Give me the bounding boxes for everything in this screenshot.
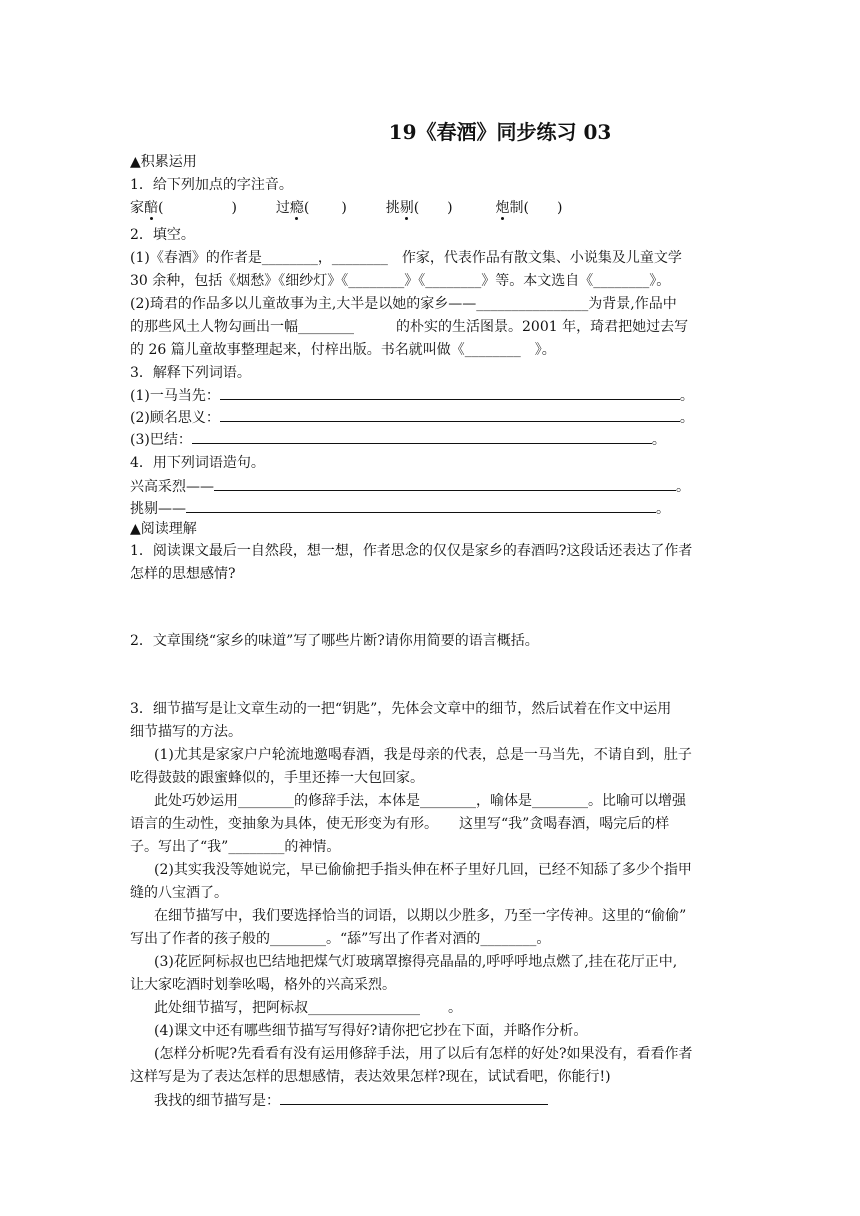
q2-line-2c: 的 26 篇儿童故事整理起来，付梓出版。书名就叫做《________ 》。 xyxy=(130,342,556,358)
r3-line-2: 细节描写的方法。 xyxy=(130,724,242,740)
q2-stem: 2．填空。 xyxy=(130,227,195,243)
r2-question: 2．文章围绕“家乡的味道”写了哪些片断?请你用简要的语言概括。 xyxy=(130,633,539,649)
q4-item-2: 挑剔—— 。 xyxy=(130,501,670,517)
r3-p4-d: 我找的细节描写是： xyxy=(154,1091,548,1111)
answer-blank[interactable] xyxy=(220,386,680,400)
q2-line-1b: 30 余种，包括《烟愁》《细纱灯》《________》《________》等。本文选自《________》。 xyxy=(130,273,671,289)
q1-item-3: 挑剔( ) xyxy=(385,200,453,216)
r3-p4-c: 这样写是为了表达怎样的思想感情，表达效果怎样?现在，试试看吧，你能行!) xyxy=(130,1069,611,1085)
r1-line-1: 1．阅读课文最后一自然段，想一想，作者思念的仅仅是家乡的春酒吗?这段话还表达了作者 xyxy=(130,543,693,559)
section-heading-reading: ▲阅读理解 xyxy=(130,521,197,537)
r3-p2-a: (2)其实我没等她说完，早已偷偷把手指头伸在杯子里好几回，已经不知舔了多少个指甲 xyxy=(154,862,692,878)
q3-item-1: (1)一马当先： 。 xyxy=(130,388,694,404)
q2-line-2a: (2)琦君的作品多以儿童故事为主,大半是以她的家乡——________________为背景,作品中 xyxy=(130,296,677,312)
answer-blank[interactable] xyxy=(192,430,652,444)
q1-item-1: 家醅( ) xyxy=(130,200,237,216)
r3-p1-a: (1)尤其是家家户户轮流地邀喝春酒，我是母亲的代表，总是一马当先，不请自到，肚子 xyxy=(154,747,692,763)
r3-p2-c: 在细节描写中，我们要选择恰当的词语，以期以少胜多，乃至一字传神。这里的“偷偷” xyxy=(154,908,687,924)
q1-stem: 1．给下列加点的字注音。 xyxy=(130,177,293,193)
q2-line-1a: (1)《春酒》的作者是________，________ 作家，代表作品有散文集、小说集及儿童文学 xyxy=(130,250,682,266)
r3-p1-b: 吃得鼓鼓的跟蜜蜂似的，手里还捧一大包回家。 xyxy=(130,770,424,786)
r3-p1-e: 子。写出了“我”________的神情。 xyxy=(130,839,341,855)
q3-item-2: (2)顾名思义： 。 xyxy=(130,410,694,426)
r3-p3-a: (3)花匠阿标叔也巴结地把煤气灯玻璃罩擦得亮晶晶的,呼呼呼地点燃了,挂在花厅正中, xyxy=(154,954,678,970)
r3-p3-b: 让大家吃酒时划拳吆喝，格外的兴高采烈。 xyxy=(130,977,396,993)
q2-line-2b: 的那些风土人物勾画出一幅________ 的朴实的生活图景。2001 年，琦君把她过去写 xyxy=(130,319,689,335)
answer-blank[interactable] xyxy=(186,499,656,513)
q1-items xyxy=(130,199,562,218)
answer-blank[interactable] xyxy=(220,408,680,422)
answer-blank[interactable] xyxy=(280,1091,548,1105)
q3-stem: 3．解释下列词语。 xyxy=(130,365,251,381)
r3-p2-b: 缝的八宝酒了。 xyxy=(130,885,228,901)
q4-stem: 4．用下列词语造句。 xyxy=(130,455,265,471)
q4-item-1: 兴高采烈—— 。 xyxy=(130,479,690,495)
r3-p4-a: (4)课文中还有哪些细节描写写得好?请你把它抄在下面，并略作分析。 xyxy=(154,1023,588,1039)
r3-line-1: 3．细节描写是让文章生动的一把“钥匙”，先体会文章中的细节，然后试着在作文中运用 xyxy=(130,701,672,717)
r3-p1-c: 此处巧妙运用________的修辞手法，本体是________，喻体是________。比喻可以增强 xyxy=(154,793,686,809)
q1-item-4: 炮制( ) xyxy=(495,200,563,216)
section-heading-accumulation: ▲积累运用 xyxy=(130,154,197,170)
q3-item-3: (3)巴结： 。 xyxy=(130,432,666,448)
r3-p3-c: 此处细节描写，把阿标叔________________ 。 xyxy=(154,1000,462,1016)
q1-item-2: 过瘾( ) xyxy=(275,200,347,216)
answer-blank[interactable] xyxy=(214,477,676,491)
r3-p1-d: 语言的生动性，变抽象为具体，使无形变为有形。 这里写“我”贪喝春酒，喝完后的样 xyxy=(130,816,670,832)
page-title: 19《春酒》同步练习 03 xyxy=(388,120,612,144)
r3-p4-b: (怎样分析呢?先看看有没有运用修辞手法，用了以后有怎样的好处?如果没有，看看作者 xyxy=(154,1046,693,1062)
r1-line-2: 怎样的思想感情? xyxy=(130,566,236,582)
r3-p2-d: 写出了作者的孩子般的________。“舔”写出了作者对酒的________。 xyxy=(130,931,551,947)
